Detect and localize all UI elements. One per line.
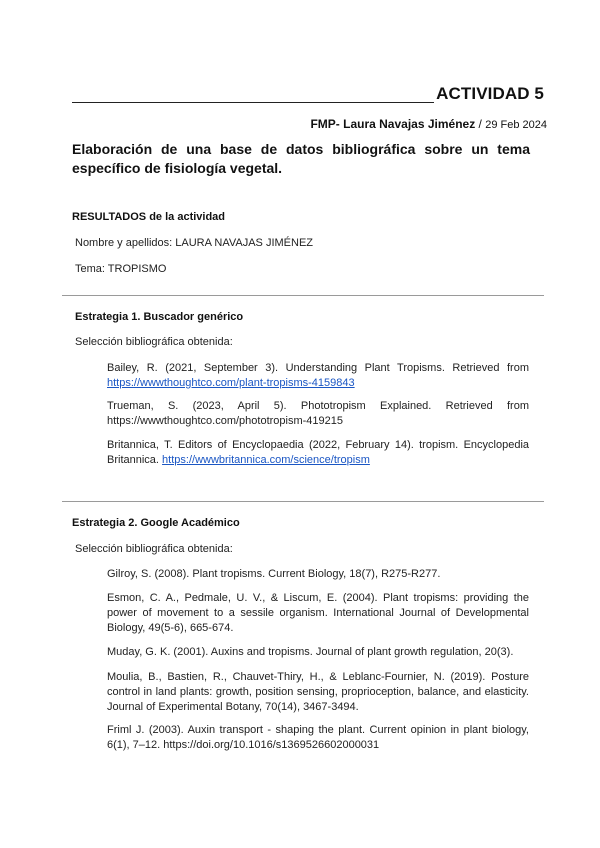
strategy1-selection-label: Selección bibliográfica obtenida: (75, 336, 233, 348)
document-date: 29 Feb 2024 (485, 119, 547, 131)
header-rule (72, 102, 434, 103)
strategy2-ref-2: Esmon, C. A., Pedmale, U. V., & Liscum, E. (2004). Plant tropisms: providing the power of movement to a sessile organism. International Journal of Developmental Biology, 49(5-6), 665-674. (107, 592, 529, 634)
strategy2-ref-1: Gilroy, S. (2008). Plant tropisms. Current Biology, 18(7), R275-R277. (107, 568, 441, 580)
strategy1-ref-1: Bailey, R. (2021, September 3). Understanding Plant Tropisms. Retrieved from https://wwwthoughtco.com/plant-tropisms-4159843 (107, 362, 529, 389)
strategy2-selection-label: Selección bibliográfica obtenida: (75, 543, 233, 555)
author-name: FMP- Laura Navajas Jiménez (310, 117, 476, 131)
strategy1-ref-2: Trueman, S. (2023, April 5). Phototropism Explained. Retrieved from https://wwwthoughtco.com/phototropism-419215 (107, 400, 529, 427)
ref-link[interactable]: https://wwwthoughtco.com/plant-tropisms-4159843 (107, 377, 355, 389)
strategy2-ref-4: Moulia, B., Bastien, R., Chauvet-Thiry, H., & Leblanc-Fournier, N. (2019). Posture control in land plants: growth, position sensing, proprioception, balance, and elasticity. Journal of Experimental Botany, 70(14), 3467-3494. (107, 671, 529, 713)
author-separator: / (475, 117, 486, 131)
section-divider-1 (62, 295, 544, 296)
author-line (310, 117, 547, 131)
activity-title: ACTIVIDAD 5 (436, 84, 544, 103)
topic-field: Tema: TROPISMO (75, 263, 167, 275)
section-divider-2 (62, 501, 544, 502)
name-field: Nombre y apellidos: LAURA NAVAJAS JIMÉNEZ (75, 237, 314, 249)
strategy2-heading: Estrategia 2. Google Académico (72, 517, 240, 529)
strategy1-ref-3: Britannica, T. Editors of Encyclopaedia (2022, February 14). tropism. Encyclopedia Britannica. https://wwwbritannica.com/science/tropism (107, 439, 529, 466)
strategy1-heading: Estrategia 1. Buscador genérico (75, 311, 244, 323)
strategy2-ref-3: Muday, G. K. (2001). Auxins and tropisms. Journal of plant growth regulation, 20(3). (107, 646, 514, 658)
document-title: Elaboración de una base de datos bibliográfica sobre un tema específico de fisiología vegetal. (72, 141, 530, 176)
results-heading: RESULTADOS de la actividad (72, 211, 226, 223)
ref-link[interactable]: https://wwwbritannica.com/science/tropism (162, 454, 370, 466)
strategy2-ref-5: Friml J. (2003). Auxin transport - shaping the plant. Current opinion in plant biology, 6(1), 7–12. https://doi.org/10.1016/s1369526602000031 (107, 724, 529, 751)
